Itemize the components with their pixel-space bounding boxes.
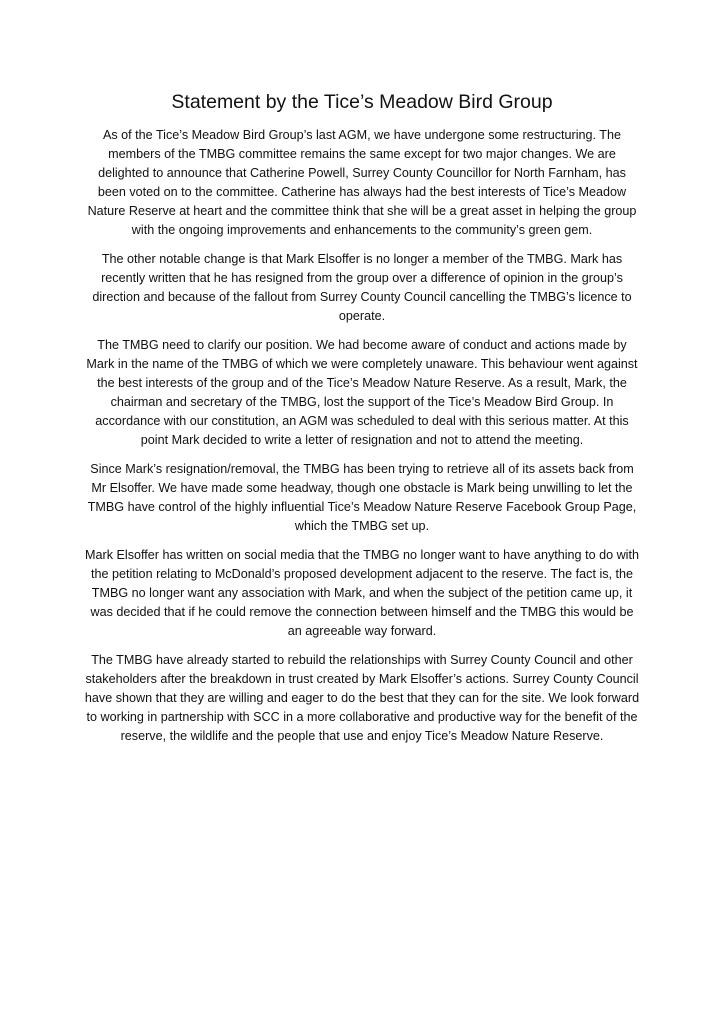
paragraph-3: The TMBG need to clarify our position. We had become aware of conduct and actions made by Mark in the name of the TMBG of which we were completely unaware. This behaviour went against the best interests of the group and of the Tice’s Meadow Nature Reserve. As a result, Mark, the chairman and secretary of the TMBG, lost the support of the Tice’s Meadow Bird Group. In accordance with our constitution, an AGM was scheduled to deal with this serious matter. At this point Mark decided to write a letter of resignation and not to attend the meeting. xyxy=(86,338,638,447)
paragraph-2: The other notable change is that Mark Elsoffer is no longer a member of the TMBG. Mark has recently written that he has resigned from the group over a difference of opinion in the group’s direction and because of the fallout from Surrey County Council cancelling the TMBG’s licence to operate. xyxy=(92,252,632,323)
paragraph-6: The TMBG have already started to rebuild the relationships with Surrey County Council and other stakeholders after the breakdown in trust created by Mark Elsoffer’s actions. Surrey County Council have shown that they are willing and eager to do the best that they can for the site. We look forward to working in partnership with SCC in a more collaborative and productive way for the benefit of the reserve, the wildlife and the people that use and enjoy Tice’s Meadow Nature Reserve. xyxy=(84,653,640,743)
paragraph-1: As of the Tice’s Meadow Bird Group’s last AGM, we have undergone some restructuring. The members of the TMBG committee remains the same except for two major changes. We are delighted to announce that Catherine Powell, Surrey County Councillor for North Farnham, has been voted on to the committee. Catherine has always had the best interests of Tice’s Meadow Nature Reserve at heart and the committee think that she will be a great asset in helping the group with the ongoing improvements and enhancements to the community’s green gem. xyxy=(87,128,637,237)
document-title: Statement by the Tice’s Meadow Bird Group xyxy=(171,91,553,113)
document-body xyxy=(84,126,640,756)
paragraph-4: Since Mark’s resignation/removal, the TMBG has been trying to retrieve all of its assets back from Mr Elsoffer. We have made some headway, though one obstacle is Mark being unwilling to let the TMBG have control of the highly influential Tice’s Meadow Nature Reserve Facebook Group Page, which the TMBG set up. xyxy=(87,462,637,533)
paragraph-5: Mark Elsoffer has written on social media that the TMBG no longer want to have anything to do with the petition relating to McDonald’s proposed development adjacent to the reserve. The fact is, the TMBG no longer want any association with Mark, and when the subject of the petition came up, it was decided that if he could remove the connection between himself and the TMBG this would be an agreeable way forward. xyxy=(85,548,639,638)
